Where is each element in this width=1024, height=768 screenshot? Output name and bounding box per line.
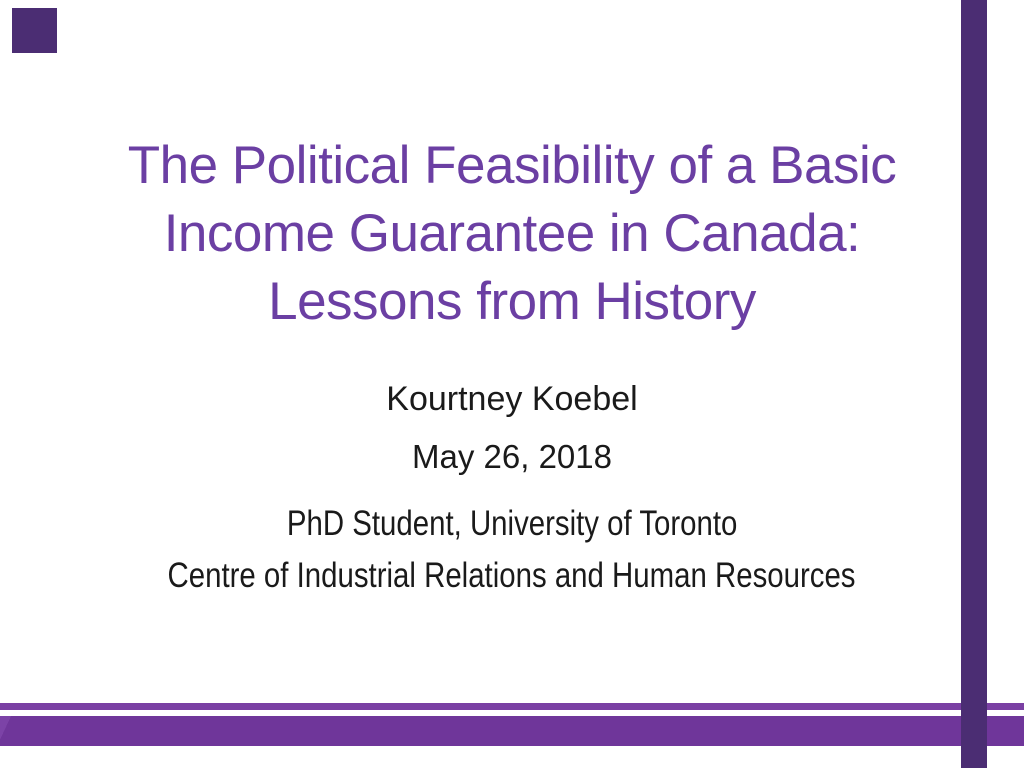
- presentation-date: May 26, 2018: [412, 438, 612, 475]
- affiliation-role: [0, 504, 1024, 544]
- affiliation-department: [0, 556, 1024, 596]
- corner-accent-square: [12, 8, 57, 53]
- slide-title-line-1: The Political Feasibility of a Basic: [127, 136, 897, 195]
- right-accent-bar: [961, 0, 987, 768]
- slide-title: [0, 132, 1024, 336]
- bottom-thick-accent-bar: [0, 716, 1024, 746]
- slide-title-line-2: Income Guarantee in Canada:: [163, 204, 861, 263]
- slide-title-line-3: Lessons from History: [268, 272, 756, 331]
- affiliation-department-text: Centre of Industrial Relations and Human Resources: [168, 556, 856, 595]
- bottom-thin-accent-bar: [0, 703, 1024, 710]
- author-name: Kourtney Koebel: [386, 380, 638, 418]
- affiliation-role-text: PhD Student, University of Toronto: [286, 504, 738, 543]
